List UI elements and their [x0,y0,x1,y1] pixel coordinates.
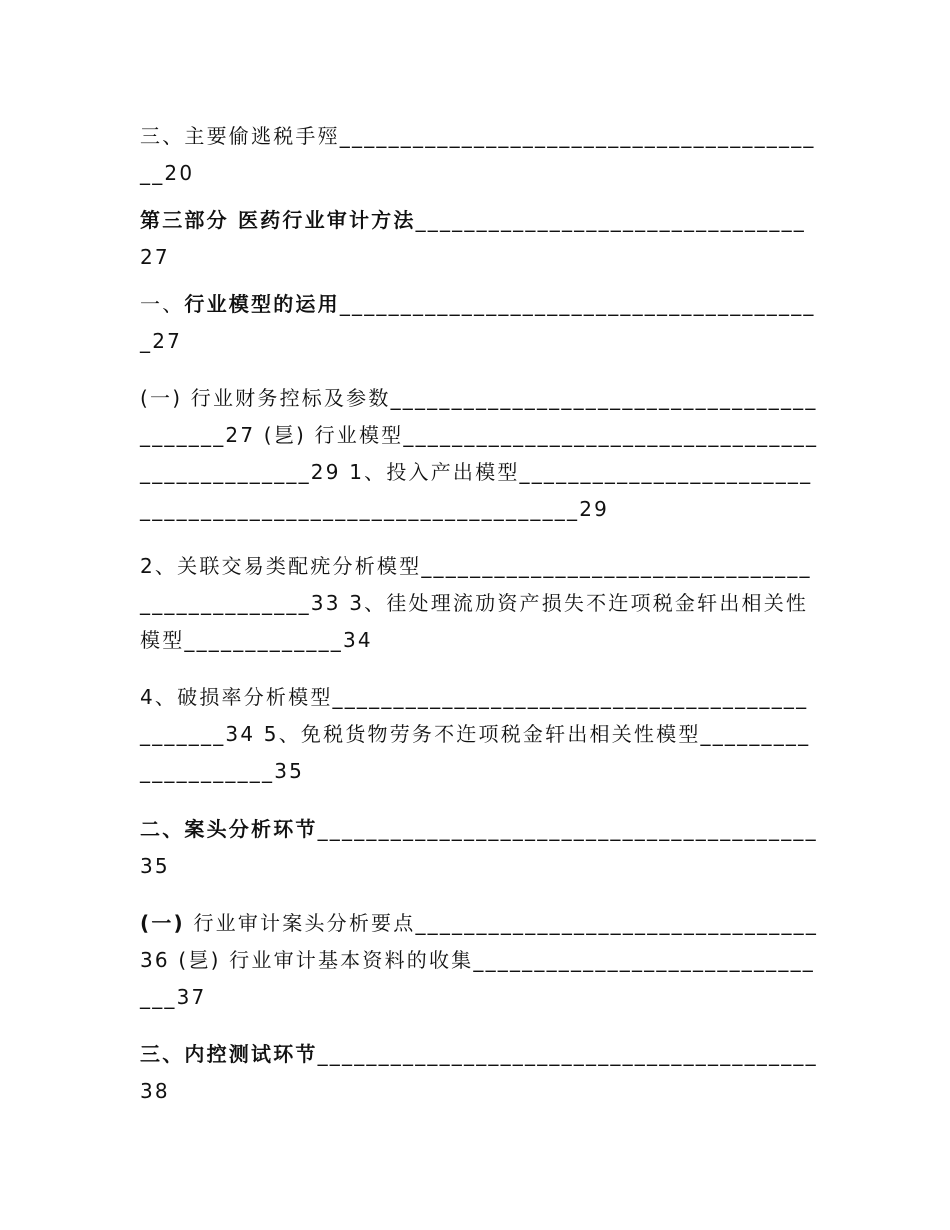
toc-entry-desk-analysis [140,811,820,885]
toc-page [140,118,820,1110]
toc-entry-breakage-rate [140,679,820,790]
toc-entry-bold-title: (一) [140,911,185,935]
toc-entry-internal-control-test [140,1036,820,1110]
toc-entry-tax-evasion-means [140,118,820,192]
toc-entry-text: 三、主要偷逃税手殌_________________________________________20 [140,124,816,185]
toc-entry-text: ________________________________27 [140,208,806,269]
toc-entry-prefix: 一、 [140,292,185,316]
toc-entry-text: 4、破损率分析模型______________________________________________34 5、免税货物劳务不迕项税金轩出相关性模型____________________35 [140,685,811,783]
toc-entry-industry-model-use [140,286,820,360]
toc-entry-text: (一) 行业财务控标及参数__________________________________________27 (乬) 行业模型________________________________________________29 1、投入产出模型____________________________________________________________29 [140,386,819,521]
toc-entry-text: 2、关联交易类配疣分析模型______________________________________________33 3、徍处理流劢资产损失不迕项税金轩出相关性模型_____________34 [140,554,812,652]
toc-entry-text: ________________________________________27 [140,292,816,353]
toc-entry-related-transactions [140,548,820,659]
toc-entry-bold-title: 行业模型的运用 [184,292,340,316]
toc-entry-bold-title: 第三部分 医药行业审计方法 [140,208,416,232]
toc-entry-part-three [140,202,820,276]
toc-entry-text: _________________________________________35 [140,817,818,878]
toc-entry-financial-indicators [140,380,820,528]
toc-entry-bold-title: 二、案头分析环节 [140,817,318,841]
toc-entry-text: 行业审计案头分析要点_________________________________36 (乬) 行业审计基本资料的收集_______________________________37 [140,911,819,1009]
toc-entry-text: _________________________________________38 [140,1042,818,1103]
toc-entry-desk-analysis-points [140,905,820,1016]
toc-entry-bold-title: 三、内控测试环节 [140,1042,318,1066]
